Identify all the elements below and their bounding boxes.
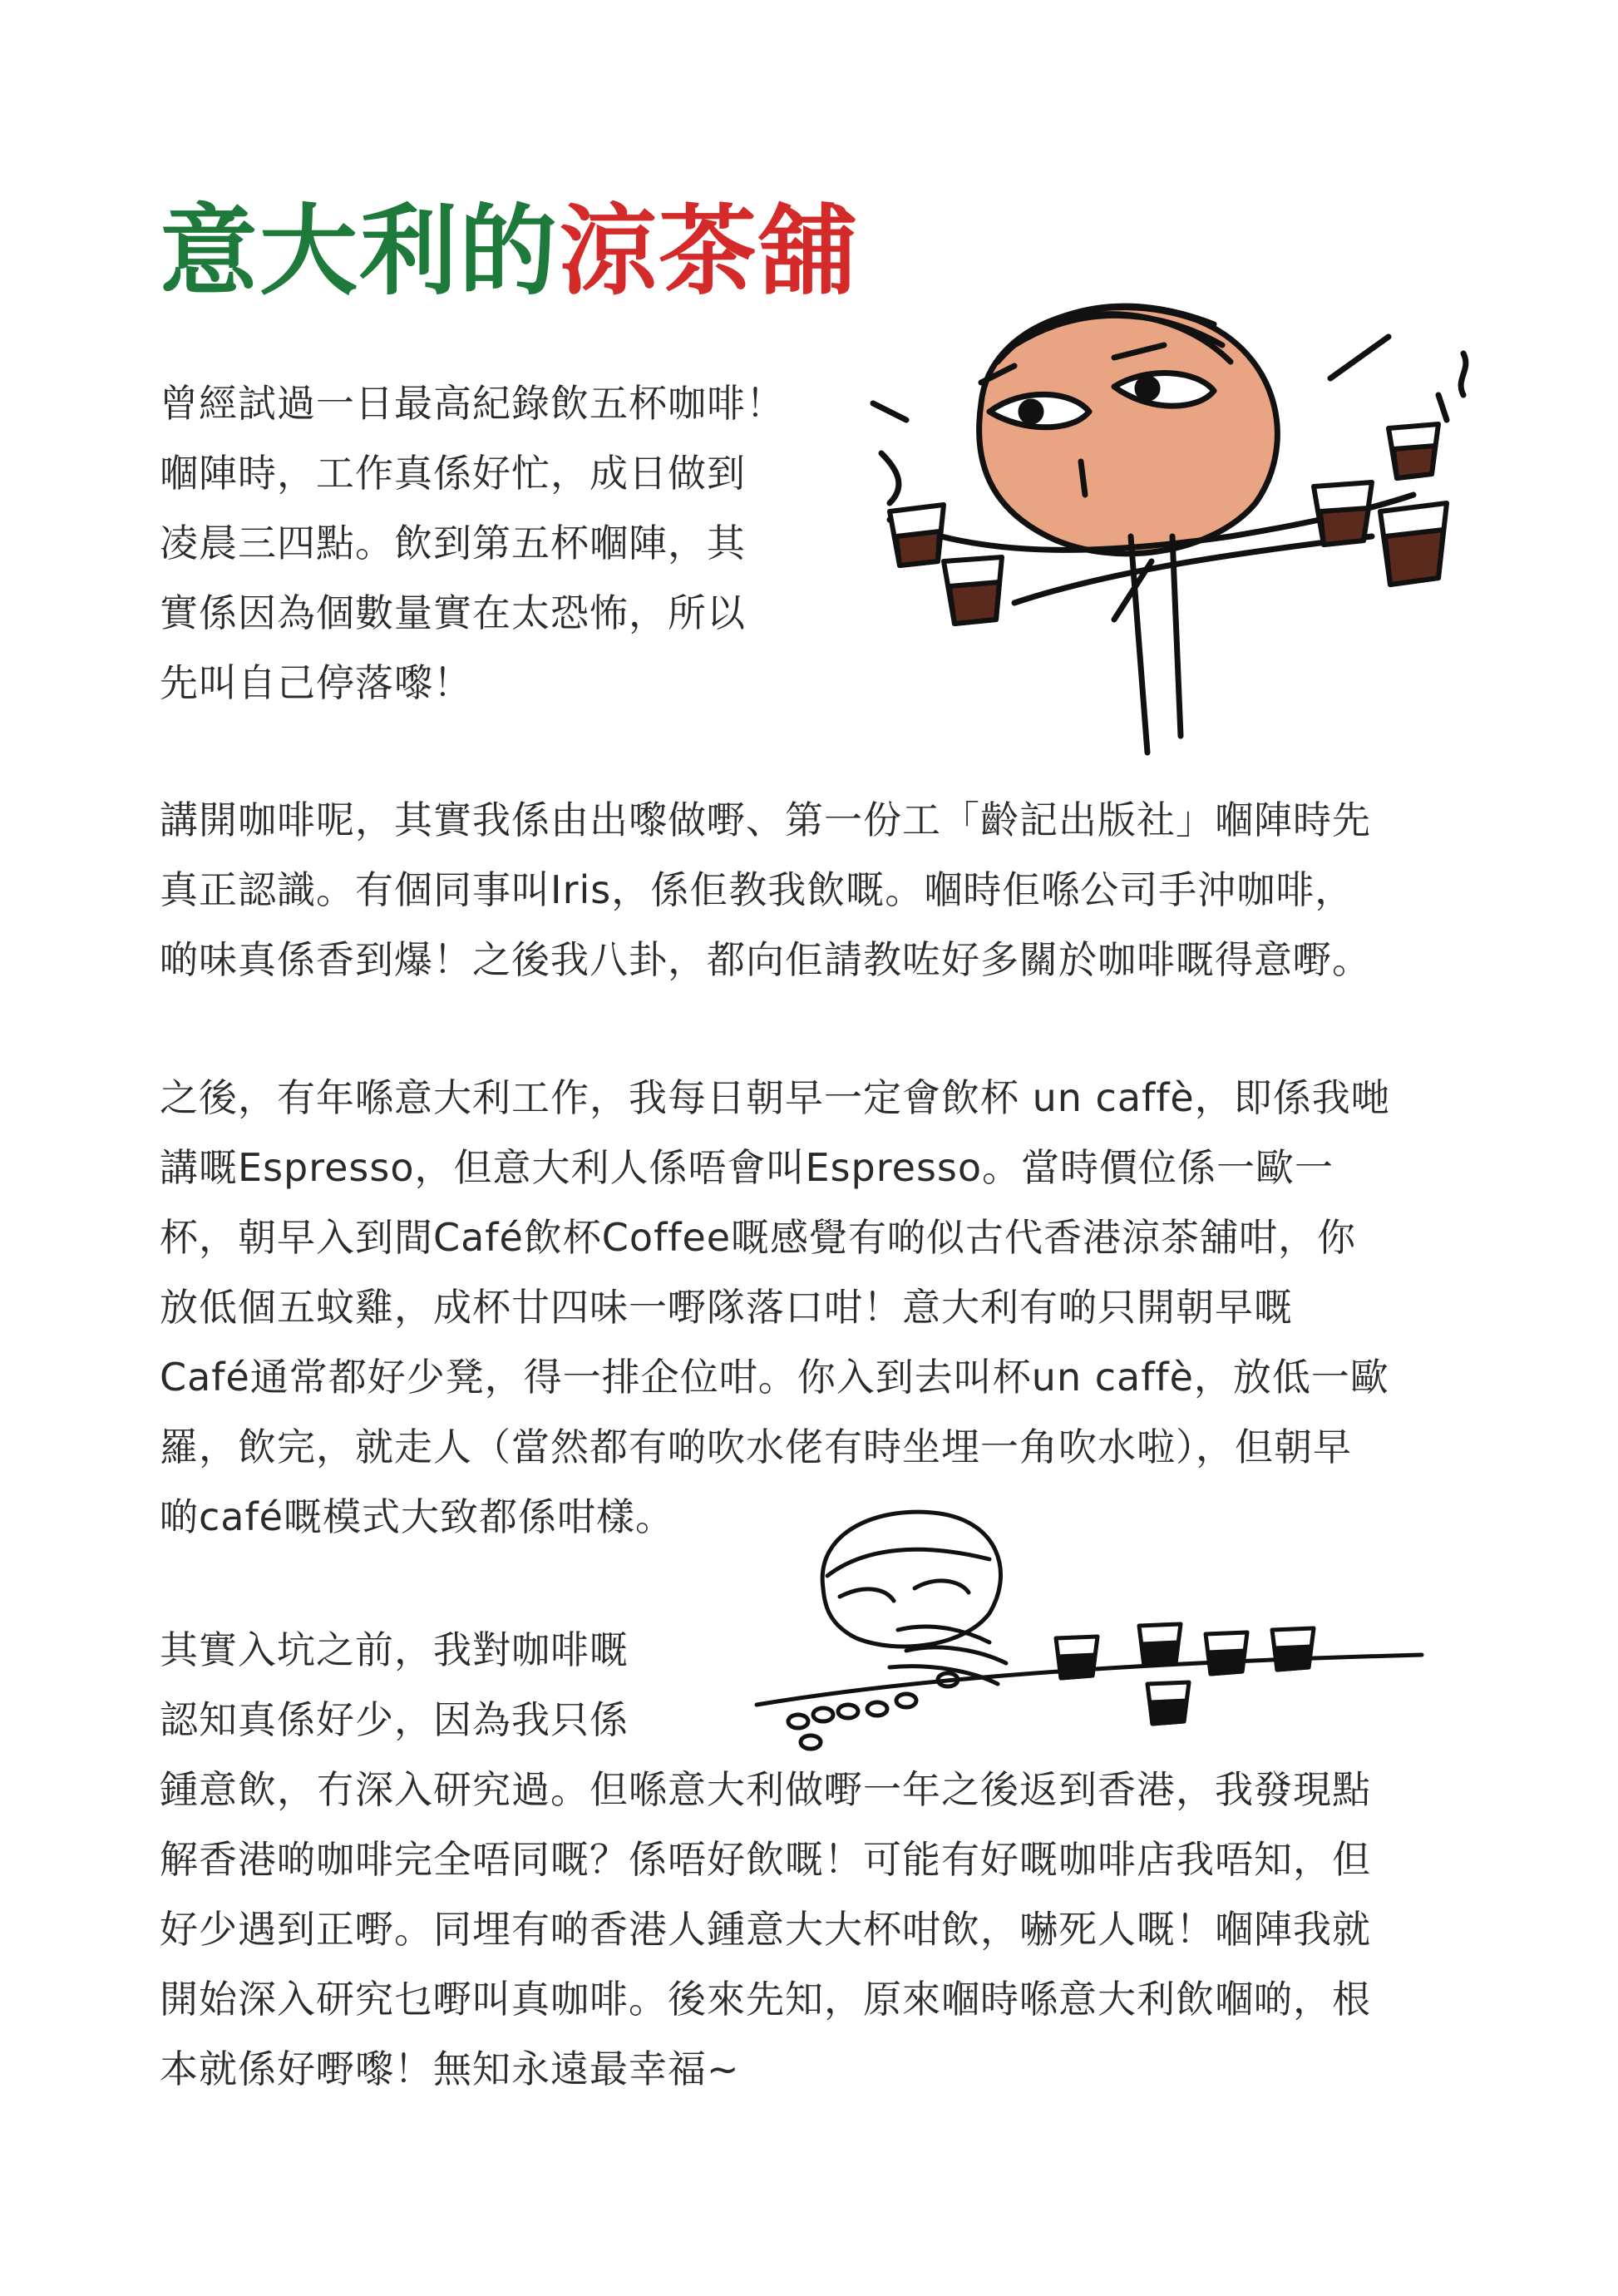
coffee-cup-icon bbox=[1314, 482, 1372, 545]
coffee-cup-icon bbox=[1380, 503, 1447, 585]
coffee-cup-icon bbox=[1206, 1632, 1247, 1674]
text-line: 杯，朝早入到間Café飲杯Coffee嘅感覺有啲似古代香港涼茶舖咁，你 bbox=[160, 1215, 1357, 1260]
text-line: 先叫自己停落嚟！ bbox=[160, 660, 472, 705]
text-line: 好少遇到正嘢。同埋有啲香港人鍾意大大杯咁飲，嚇死人嘅！嗰陣我就 bbox=[160, 1907, 1371, 1952]
text-line: 其實入坑之前，我對咖啡嘅 bbox=[160, 1627, 629, 1672]
text-line: 嗰陣時，工作真係好忙，成日做到 bbox=[160, 451, 746, 496]
title-green-part: 意大利的 bbox=[160, 194, 560, 309]
coffee-cup-icon bbox=[1272, 1628, 1314, 1670]
text-line: 羅，飲完，就走人（當然都有啲吹水佬有時坐埋一角吹水啦），但朝早 bbox=[160, 1425, 1352, 1469]
text-line: 鍾意飲，冇深入研究過。但喺意大利做嘢一年之後返到香港，我發現點 bbox=[160, 1767, 1371, 1812]
coffee-cup-icon bbox=[1056, 1637, 1098, 1678]
text-line: 之後，有年喺意大利工作，我每日朝早一定會飲杯 un caffè，即係我哋 bbox=[160, 1075, 1390, 1120]
coffee-cup-icon bbox=[890, 505, 944, 565]
text-line: 本就係好嘢嚟！無知永遠最幸福~ bbox=[160, 2047, 740, 2091]
text-line: 認知真係好少，因為我只係 bbox=[160, 1697, 629, 1742]
text-line: 解香港啲咖啡完全唔同嘅？係唔好飲嘅！可能有好嘅咖啡店我唔知，但 bbox=[160, 1837, 1371, 1882]
text-line: 放低個五蚊雞，成杯廿四味一嘢隊落口咁！意大利有啲只開朝早嘅 bbox=[160, 1285, 1293, 1330]
coffee-cup-icon bbox=[1389, 424, 1438, 478]
text-line: 曾經試過一日最高紀錄飲五杯咖啡！ bbox=[160, 381, 785, 426]
text-line: 開始深入研究乜嘢叫真咖啡。後來先知，原來嗰時喺意大利飲嗰啲，根 bbox=[160, 1977, 1371, 2022]
text-line: 講嘅Espresso，但意大利人係唔會叫Espresso。當時價位係一歐一 bbox=[160, 1145, 1334, 1190]
text-line: 啲café嘅模式大致都係咁樣。 bbox=[160, 1494, 674, 1539]
face-icon bbox=[979, 308, 1278, 554]
coffee-cup-icon bbox=[1147, 1682, 1189, 1724]
paragraph-2 bbox=[160, 785, 1465, 995]
text-line: 講開咖啡呢，其實我係由出嚟做嘢、第一份工「齡記出版社」嗰陣時先 bbox=[160, 797, 1371, 842]
text-line: Café通常都好少凳，得一排企位咁。你入到去叫杯un caffè，放低一歐 bbox=[160, 1355, 1389, 1400]
coffee-sketch-illustration bbox=[740, 1497, 1438, 1755]
page-title bbox=[160, 193, 858, 309]
paragraph-3 bbox=[160, 1063, 1465, 1552]
text-line: 凌晨三四點。飲到第五杯嗰陣，其 bbox=[160, 521, 746, 565]
text-line: 真正認識。有個同事叫Iris，係佢教我飲嘅。嗰時佢喺公司手沖咖啡， bbox=[160, 867, 1354, 912]
title-red-part: 涼茶舖 bbox=[559, 194, 859, 309]
text-line: 啲味真係香到爆！之後我八卦，都向佢請教咗好多關於咖啡嘅得意嘢。 bbox=[160, 937, 1371, 982]
text-line: 實係因為個數量實在太恐怖，所以 bbox=[160, 590, 746, 635]
paragraph-1 bbox=[160, 368, 825, 718]
coffee-cup-icon bbox=[944, 557, 1002, 624]
coffee-cup-icon bbox=[1139, 1624, 1181, 1666]
coffee-drinker-illustration bbox=[865, 287, 1530, 769]
